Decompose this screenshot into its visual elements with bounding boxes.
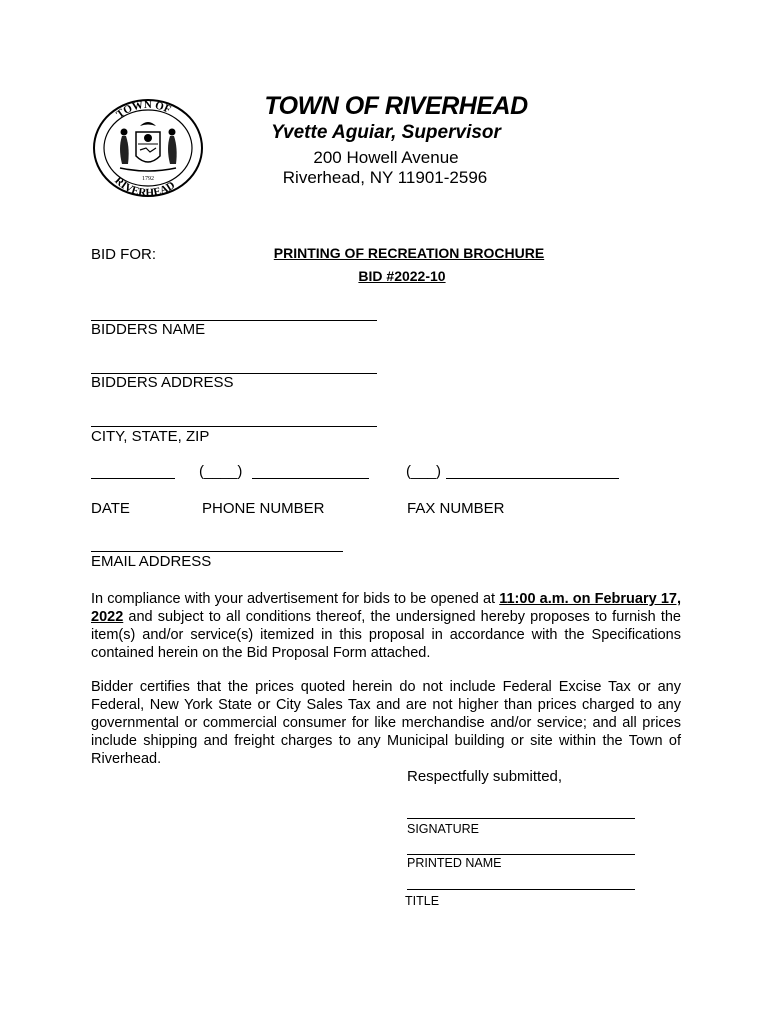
address-city: Riverhead, NY 11901-2596 (282, 168, 488, 187)
fax-line[interactable] (446, 478, 619, 479)
compliance-paragraph (91, 590, 681, 662)
compliance-text-2: and subject to all conditions thereof, the undersigned hereby proposes to furnish the item(s) and/or service(s) itemized in this proposal in accordance with the Specifications contained herein on the Bid Proposal Form attached. (91, 609, 681, 661)
bid-deadline: 11:00 a.m. on February 17, 2022 (91, 591, 681, 625)
supervisor-name: Yvette Aguiar, Supervisor (271, 122, 501, 143)
printed-name-line[interactable] (407, 854, 635, 855)
printed-name-label: PRINTED NAME (407, 856, 502, 870)
title-label: TITLE (405, 894, 440, 908)
bid-title: PRINTING OF RECREATION BROCHURE (273, 245, 545, 261)
title-line[interactable] (407, 889, 635, 890)
certification-paragraph: Bidder certifies that the prices quoted herein do not include Federal Excise Tax or any Federal, New York State or City Sales Tax and are not higher than prices charged to any governmental or commercial consumer for like merchandise and/or service; and all prices include shipping and freight charges to any Municipal building or site within the Town of Riverhead. (91, 679, 681, 767)
phone-number-label: PHONE NUMBER (202, 500, 325, 517)
bid-number: BID #2022-10 (358, 268, 446, 284)
phone-area-code: (____) (199, 463, 243, 480)
fax-number-label: FAX NUMBER (407, 500, 505, 517)
address-street: 200 Howell Avenue (313, 148, 459, 167)
town-title: TOWN OF RIVERHEAD (264, 92, 528, 120)
bidders-name-label: BIDDERS NAME (91, 321, 206, 338)
closing-text: Respectfully submitted, (407, 768, 563, 785)
city-state-zip-line[interactable] (91, 426, 377, 427)
svg-text:1792: 1792 (142, 176, 154, 182)
phone-line[interactable] (252, 478, 369, 479)
date-line[interactable] (91, 478, 175, 479)
fax-area-code: (___) (406, 463, 442, 480)
compliance-text-1: In compliance with your advertisement for bids to be opened at (91, 591, 500, 607)
signature-label: SIGNATURE (407, 822, 479, 836)
date-label: DATE (91, 500, 130, 517)
bidders-address-label: BIDDERS ADDRESS (91, 374, 234, 391)
bid-for-label: BID FOR: (91, 246, 157, 263)
email-line[interactable] (91, 551, 343, 552)
svg-text:TOWN OF: TOWN OF (114, 98, 173, 121)
email-address-label: EMAIL ADDRESS (91, 553, 212, 570)
city-state-zip-label: CITY, STATE, ZIP (91, 428, 210, 445)
svg-text:RIVERHEAD: RIVERHEAD (112, 174, 178, 198)
signature-line[interactable] (407, 818, 635, 819)
